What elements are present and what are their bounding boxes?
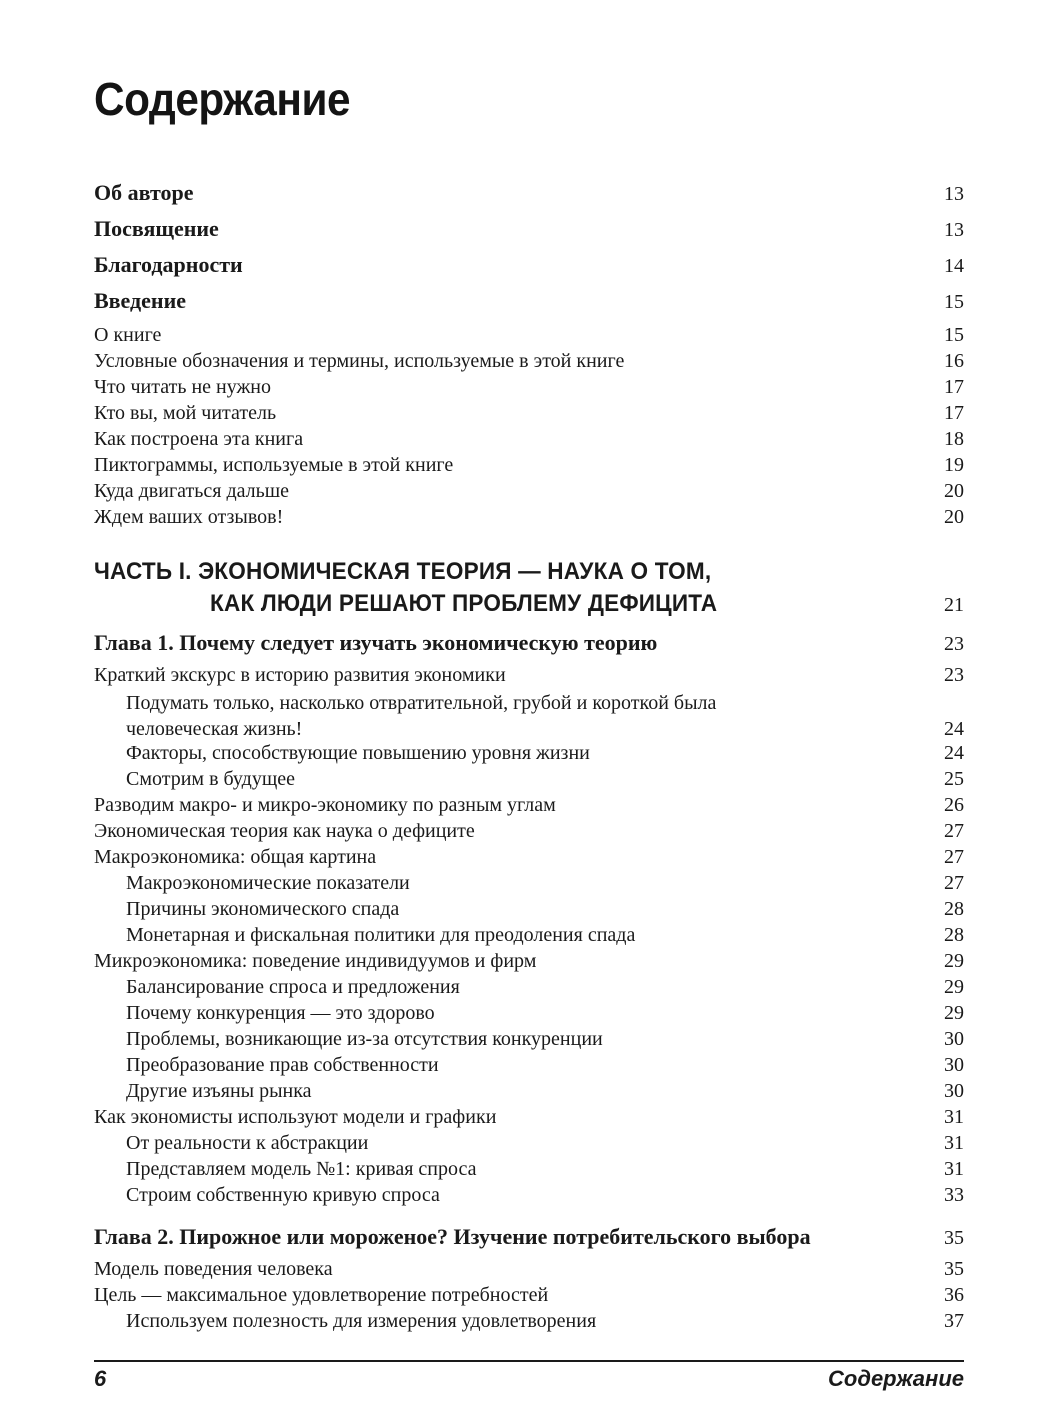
toc-entry-label: Глава 1. Почему следует изучать экономическую теорию: [94, 630, 658, 655]
toc-entry-subsection[interactable]: [94, 1054, 964, 1080]
toc-entry-subsection[interactable]: [94, 742, 964, 768]
toc-entry-subsection[interactable]: [94, 1158, 964, 1184]
toc-entry-section[interactable]: [94, 846, 964, 872]
toc-entry-subsection[interactable]: [94, 1080, 964, 1106]
toc-entry-page: 16: [944, 350, 964, 372]
toc-entry-label: От реальности к абстракции: [126, 1132, 369, 1154]
toc-entry-label: Как экономисты используют модели и графики: [94, 1106, 497, 1128]
toc-entry-front[interactable]: [94, 180, 964, 216]
toc-entry-page: 31: [944, 1132, 964, 1154]
toc-entry-section[interactable]: [94, 480, 964, 506]
toc-entry-section[interactable]: [94, 1258, 964, 1284]
toc-entry-subsection[interactable]: [94, 924, 964, 950]
toc-entry-label: Смотрим в будущее: [126, 768, 296, 790]
toc-entry-label: Используем полезность для измерения удовлетворения: [126, 1310, 597, 1332]
toc-entry-section[interactable]: [94, 1106, 964, 1132]
toc-entry-page: 24: [944, 718, 964, 740]
toc-entry-label: Проблемы, возникающие из-за отсутствия конкуренции: [126, 1028, 603, 1050]
toc-entry-page: 15: [944, 324, 964, 346]
toc-entry-page: 31: [944, 1158, 964, 1180]
toc-entry-page: 26: [944, 794, 964, 816]
toc-entry-front[interactable]: [94, 216, 964, 252]
toc-entry-page: 31: [944, 1106, 964, 1128]
toc-entry-label: Введение: [94, 288, 187, 313]
toc-entry-page: 18: [944, 428, 964, 450]
toc-entry-front[interactable]: [94, 288, 964, 324]
toc-entry-page: 23: [944, 633, 964, 655]
toc-entry-section[interactable]: [94, 454, 964, 480]
toc-entry-label: Подумать только, насколько отвратительной, грубой и короткой была человеческая жизнь!: [126, 692, 717, 740]
toc-entry-page: 20: [944, 480, 964, 502]
toc-entry-label: Цель — максимальное удовлетворение потребностей: [94, 1284, 549, 1306]
toc-entry-label: Пиктограммы, используемые в этой книге: [94, 454, 454, 476]
toc-entry-section[interactable]: [94, 376, 964, 402]
toc-entry-label: Посвящение: [94, 216, 219, 241]
toc-entry-label: Макроэкономические показатели: [126, 872, 410, 894]
toc-entry-page: 28: [944, 898, 964, 920]
toc-entry-page: 27: [944, 820, 964, 842]
toc-entry-subsection[interactable]: [94, 898, 964, 924]
toc-entry-section[interactable]: [94, 794, 964, 820]
page-number: 6: [94, 1366, 107, 1391]
toc-entry-page: 29: [944, 976, 964, 998]
toc-entry-section[interactable]: [94, 1284, 964, 1310]
toc-entry-label: О книге: [94, 324, 162, 346]
toc-entry-page: 15: [944, 291, 964, 313]
toc-entry-page: 21: [944, 594, 964, 616]
toc-entry-subsection[interactable]: [94, 1132, 964, 1158]
toc-entry-page: 20: [944, 506, 964, 528]
toc-entry-label: Строим собственную кривую спроса: [126, 1184, 440, 1206]
toc-entry-page: 27: [944, 872, 964, 894]
toc-entry-label: Факторы, способствующие повышению уровня жизни: [126, 742, 590, 764]
toc-entry-label: Куда двигаться дальше: [94, 480, 290, 502]
toc-entry-label: Другие изъяны рынка: [126, 1080, 312, 1102]
part-title-line1: ЧАСТЬ I. ЭКОНОМИЧЕСКАЯ ТЕОРИЯ — НАУКА О ТОМ,: [94, 558, 712, 585]
toc-entry-front[interactable]: [94, 252, 964, 288]
toc-entry-section[interactable]: [94, 820, 964, 846]
toc-entry-label: Благодарности: [94, 252, 243, 277]
toc-entry-label: Глава 2. Пирожное или мороженое? Изучение потребительского выбора: [94, 1224, 811, 1249]
toc-entry-page: 14: [944, 255, 964, 277]
toc-entry-part[interactable]: [94, 558, 964, 624]
toc-entry-label: Ждем ваших отзывов!: [94, 506, 284, 528]
toc-entry-page: 30: [944, 1080, 964, 1102]
toc-entry-page: 30: [944, 1054, 964, 1076]
toc-entry-label: Балансирование спроса и предложения: [126, 976, 460, 998]
toc-entry-label: Почему конкуренция — это здорово: [126, 1002, 435, 1024]
toc-entry-label: Условные обозначения и термины, используемые в этой книге: [94, 350, 625, 372]
toc-entry-page: 35: [944, 1258, 964, 1280]
toc-entry-section[interactable]: [94, 506, 964, 532]
toc-entry-page: 30: [944, 1028, 964, 1050]
toc-entry-page: 24: [944, 742, 964, 764]
toc-entry-section[interactable]: [94, 664, 964, 690]
toc-entry-label: Макроэкономика: общая картина: [94, 846, 377, 868]
toc-entry-label: Кто вы, мой читатель: [94, 402, 277, 424]
toc-entry-page: 17: [944, 402, 964, 424]
running-title: Содержание: [828, 1366, 964, 1391]
toc-entry-section[interactable]: [94, 350, 964, 376]
toc-entry-subsection[interactable]: [94, 1310, 964, 1336]
toc-entry-label: Об авторе: [94, 180, 194, 205]
toc-entry-chapter[interactable]: [94, 630, 964, 664]
toc-entry-label: Разводим макро- и микро-экономику по разным углам: [94, 794, 556, 816]
toc-entry-section[interactable]: [94, 428, 964, 454]
toc-entry-subsection[interactable]: [94, 872, 964, 898]
toc-entry-page: 27: [944, 846, 964, 868]
toc-entry-page: 37: [944, 1310, 964, 1332]
toc-entry-page: 13: [944, 219, 964, 241]
toc-entry-subsection[interactable]: [94, 768, 964, 794]
toc-entry-label: Представляем модель №1: кривая спроса: [126, 1158, 477, 1180]
toc-entry-page: 29: [944, 1002, 964, 1024]
toc-entry-label: Преобразование прав собственности: [126, 1054, 439, 1076]
toc-entry-label: Микроэкономика: поведение индивидуумов и фирм: [94, 950, 537, 972]
toc-entry-page: 17: [944, 376, 964, 398]
footer-divider: [94, 1360, 964, 1362]
toc-entry-label: Модель поведения человека: [94, 1258, 333, 1280]
toc-entry-page: 28: [944, 924, 964, 946]
toc-entry-subsection[interactable]: [94, 1184, 964, 1210]
toc-entry-page: 19: [944, 454, 964, 476]
toc-entry-subsection[interactable]: [94, 1002, 964, 1028]
toc-entry-page: 29: [944, 950, 964, 972]
toc-entry-section[interactable]: [94, 950, 964, 976]
table-of-contents: [94, 180, 964, 1336]
toc-entry-page: 33: [944, 1184, 964, 1206]
toc-entry-section[interactable]: [94, 402, 964, 428]
toc-entry-label: Монетарная и фискальная политики для преодоления спада: [126, 924, 636, 946]
toc-entry-page: 25: [944, 768, 964, 790]
toc-entry-label: Как построена эта книга: [94, 428, 304, 450]
toc-entry-label: Экономическая теория как наука о дефиците: [94, 820, 475, 842]
toc-entry-page: 36: [944, 1284, 964, 1306]
toc-entry-label: Краткий экскурс в историю развития экономики: [94, 664, 506, 686]
toc-entry-chapter[interactable]: [94, 1224, 964, 1258]
toc-entry-subsection[interactable]: [94, 690, 964, 742]
toc-entry-section[interactable]: [94, 324, 964, 350]
toc-entry-page: 13: [944, 183, 964, 205]
toc-entry-subsection[interactable]: [94, 1028, 964, 1054]
part-title-line2: КАК ЛЮДИ РЕШАЮТ ПРОБЛЕМУ ДЕФИЦИТА: [210, 590, 718, 617]
page-title: Содержание: [94, 73, 351, 125]
toc-entry-label: Что читать не нужно: [94, 376, 271, 398]
toc-entry-page: 23: [944, 664, 964, 686]
toc-entry-page: 35: [944, 1227, 964, 1249]
toc-entry-subsection[interactable]: [94, 976, 964, 1002]
toc-entry-label: Причины экономического спада: [126, 898, 400, 920]
